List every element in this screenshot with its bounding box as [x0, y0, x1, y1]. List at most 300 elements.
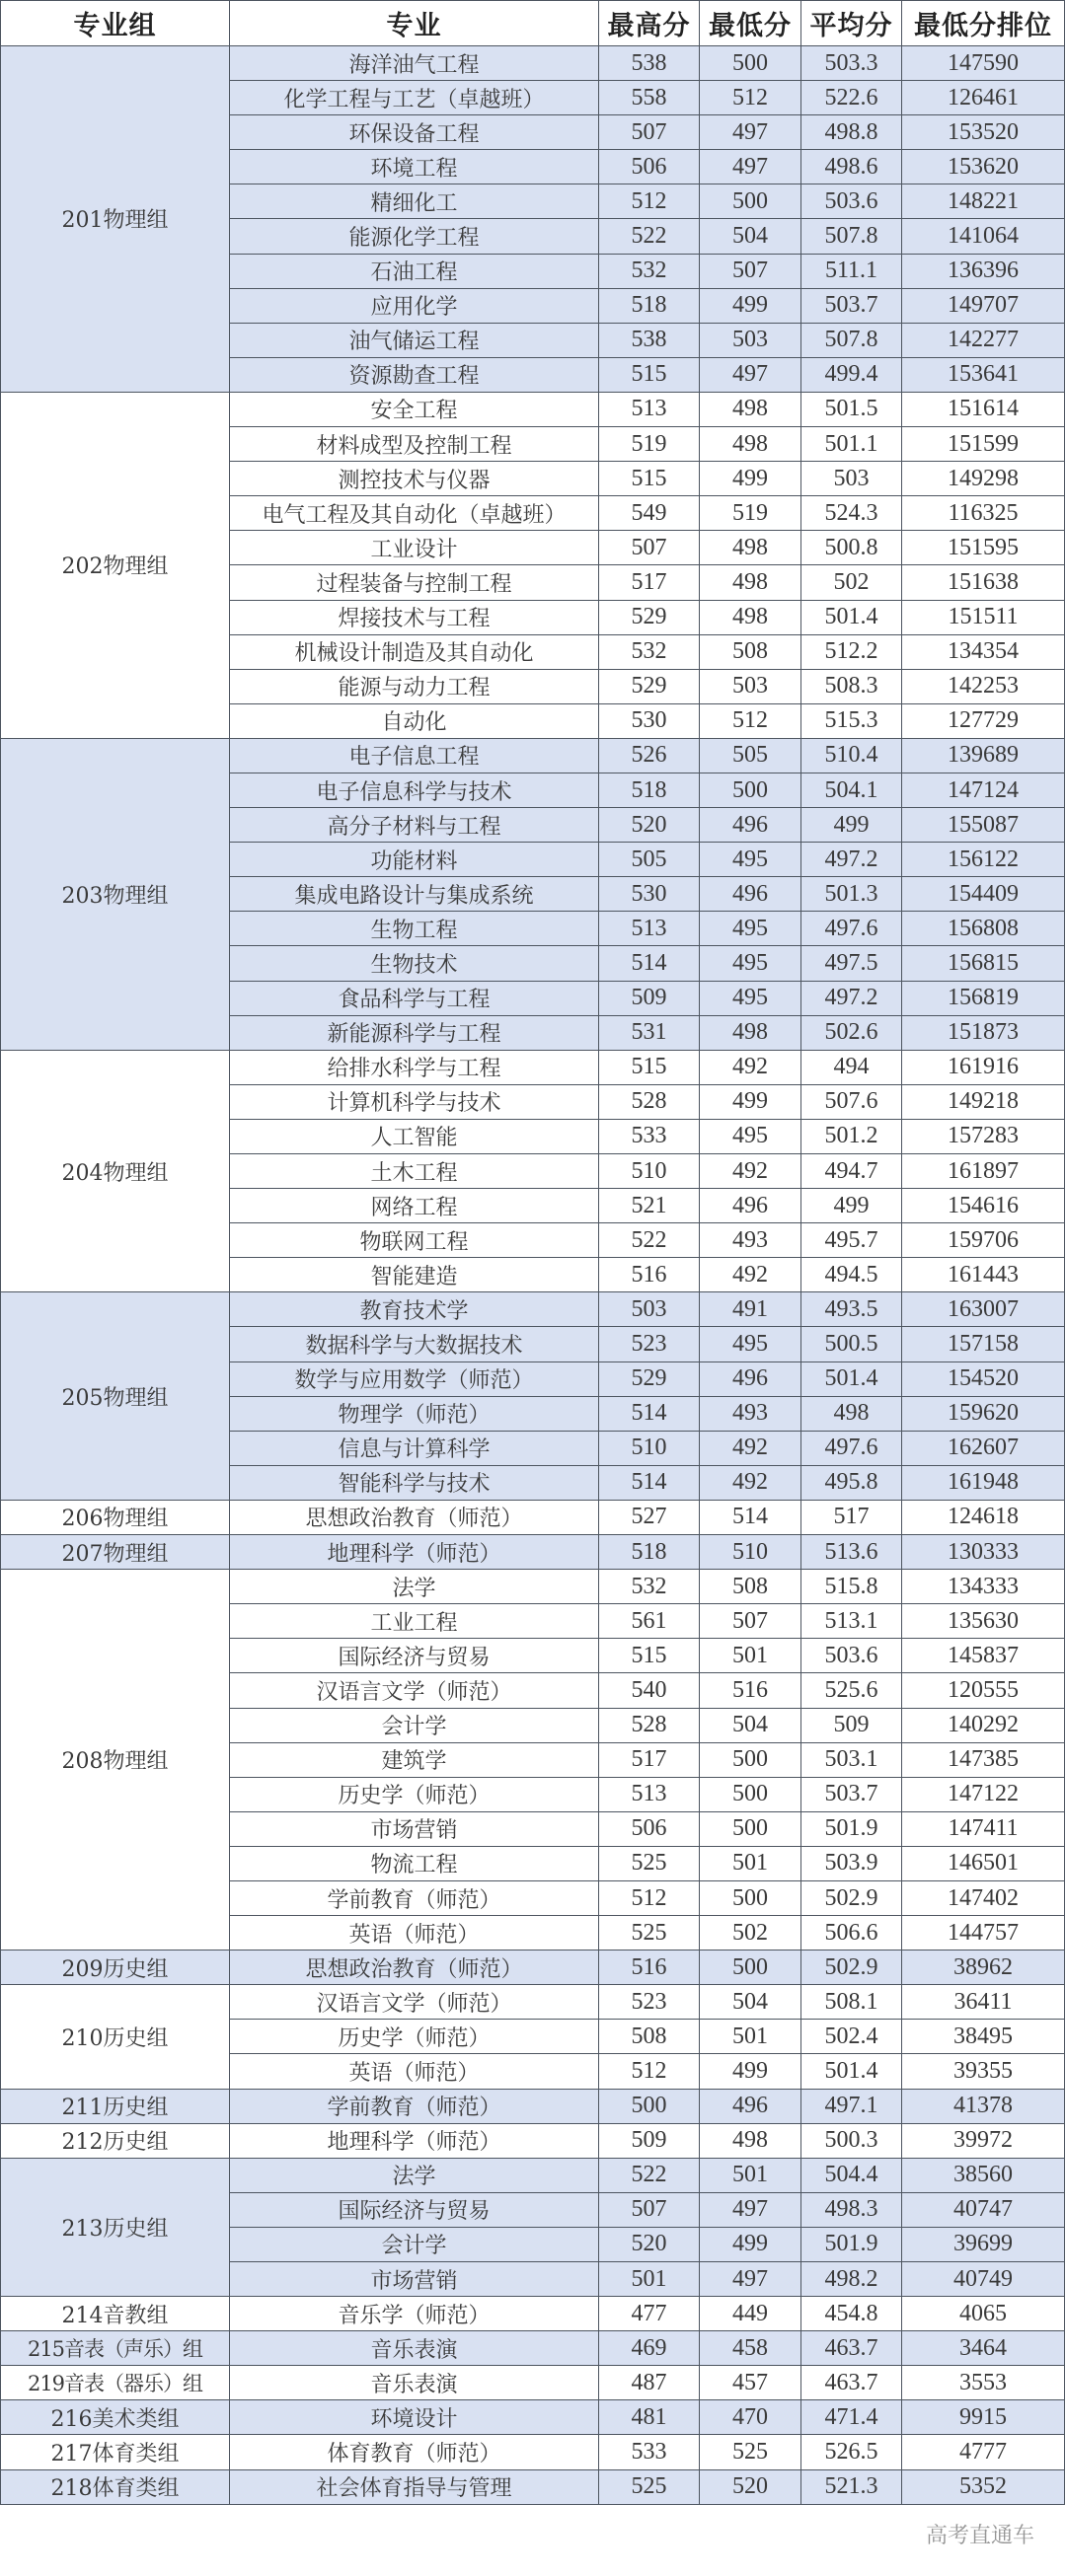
min-rank-cell: 156122	[902, 843, 1065, 877]
min-score-cell: 495	[700, 1119, 801, 1153]
avg-score-cell: 522.6	[801, 81, 902, 115]
max-score-cell: 507	[599, 2192, 700, 2227]
min-rank-cell: 149707	[902, 288, 1065, 323]
major-cell: 音乐表演	[230, 2331, 599, 2366]
min-score-cell: 499	[700, 2227, 801, 2261]
min-rank-cell: 161948	[902, 1465, 1065, 1500]
major-group-cell: 215音表（声乐）组	[1, 2331, 230, 2366]
avg-score-cell: 497.6	[801, 1431, 902, 1465]
major-cell: 工业设计	[230, 531, 599, 565]
avg-score-cell: 500.3	[801, 2123, 902, 2158]
min-rank-cell: 159706	[902, 1223, 1065, 1258]
max-score-cell: 530	[599, 703, 700, 738]
major-cell: 物联网工程	[230, 1223, 599, 1258]
major-group-cell: 203物理组	[1, 738, 230, 1050]
avg-score-cell: 501.3	[801, 877, 902, 912]
min-rank-cell: 154616	[902, 1189, 1065, 1223]
major-cell: 高分子材料与工程	[230, 808, 599, 843]
header-avg-score: 平均分	[801, 1, 902, 46]
major-cell: 给排水科学与工程	[230, 1050, 599, 1084]
major-cell: 集成电路设计与集成系统	[230, 877, 599, 912]
avg-score-cell: 501.2	[801, 1119, 902, 1153]
major-cell: 数据科学与大数据技术	[230, 1327, 599, 1362]
major-cell: 汉语言文学（师范）	[230, 1673, 599, 1708]
min-rank-cell: 116325	[902, 496, 1065, 531]
min-rank-cell: 159620	[902, 1396, 1065, 1431]
major-cell: 环境设计	[230, 2400, 599, 2435]
min-rank-cell: 142277	[902, 323, 1065, 357]
min-rank-cell: 156808	[902, 912, 1065, 946]
min-score-cell: 504	[700, 1708, 801, 1742]
major-cell: 电子信息科学与技术	[230, 773, 599, 807]
max-score-cell: 549	[599, 496, 700, 531]
min-rank-cell: 39699	[902, 2227, 1065, 2261]
avg-score-cell: 501.4	[801, 1362, 902, 1396]
avg-score-cell: 515.3	[801, 703, 902, 738]
max-score-cell: 518	[599, 1535, 700, 1570]
header-max-score: 最高分	[599, 1, 700, 46]
avg-score-cell: 503.6	[801, 184, 902, 219]
max-score-cell: 517	[599, 565, 700, 600]
major-cell: 国际经济与贸易	[230, 1639, 599, 1673]
watermark: 高考直通车	[926, 2524, 1035, 2548]
major-cell: 自动化	[230, 703, 599, 738]
avg-score-cell: 504.1	[801, 773, 902, 807]
min-score-cell: 496	[700, 1189, 801, 1223]
major-group-cell: 211历史组	[1, 2089, 230, 2123]
major-cell: 石油工程	[230, 254, 599, 288]
min-score-cell: 500	[700, 184, 801, 219]
max-score-cell: 517	[599, 1742, 700, 1777]
major-group-cell: 213历史组	[1, 2158, 230, 2296]
major-cell: 安全工程	[230, 392, 599, 426]
max-score-cell: 528	[599, 1708, 700, 1742]
table-row	[1, 1050, 1065, 1084]
major-cell: 英语（师范）	[230, 1916, 599, 1950]
min-score-cell: 496	[700, 1362, 801, 1396]
min-score-cell: 500	[700, 1811, 801, 1846]
avg-score-cell: 513.6	[801, 1535, 902, 1570]
major-cell: 网络工程	[230, 1189, 599, 1223]
max-score-cell: 533	[599, 2435, 700, 2469]
min-rank-cell: 156819	[902, 981, 1065, 1015]
avg-score-cell: 502	[801, 565, 902, 600]
min-score-cell: 503	[700, 669, 801, 703]
min-rank-cell: 41378	[902, 2089, 1065, 2123]
major-group-cell: 205物理组	[1, 1292, 230, 1501]
max-score-cell: 531	[599, 1015, 700, 1050]
major-cell: 海洋油气工程	[230, 46, 599, 81]
min-score-cell: 507	[700, 1604, 801, 1639]
avg-score-cell: 500.5	[801, 1327, 902, 1362]
major-group-cell: 216美术类组	[1, 2400, 230, 2435]
major-group-cell: 210历史组	[1, 1985, 230, 2089]
table-header	[1, 1, 1065, 46]
min-score-cell: 492	[700, 1465, 801, 1500]
major-cell: 英语（师范）	[230, 2054, 599, 2089]
avg-score-cell: 501.4	[801, 2054, 902, 2089]
min-rank-cell: 149298	[902, 462, 1065, 496]
avg-score-cell: 503.3	[801, 46, 902, 81]
major-cell: 社会体育指导与管理	[230, 2469, 599, 2504]
max-score-cell: 540	[599, 1673, 700, 1708]
min-rank-cell: 153641	[902, 357, 1065, 392]
avg-score-cell: 517	[801, 1500, 902, 1534]
avg-score-cell: 504.4	[801, 2158, 902, 2192]
min-rank-cell: 162607	[902, 1431, 1065, 1465]
min-rank-cell: 151614	[902, 392, 1065, 426]
table-row	[1, 2400, 1065, 2435]
min-rank-cell: 134354	[902, 634, 1065, 669]
min-score-cell: 449	[700, 2297, 801, 2331]
min-rank-cell: 120555	[902, 1673, 1065, 1708]
table-row	[1, 2297, 1065, 2331]
min-rank-cell: 144757	[902, 1916, 1065, 1950]
header-min-rank: 最低分排位	[902, 1, 1065, 46]
min-score-cell: 495	[700, 1327, 801, 1362]
max-score-cell: 528	[599, 1084, 700, 1119]
min-score-cell: 496	[700, 808, 801, 843]
avg-score-cell: 499.4	[801, 357, 902, 392]
avg-score-cell: 498.6	[801, 150, 902, 184]
max-score-cell: 525	[599, 2469, 700, 2504]
major-cell: 智能建造	[230, 1258, 599, 1292]
min-score-cell: 525	[700, 2435, 801, 2469]
avg-score-cell: 503.1	[801, 1742, 902, 1777]
min-score-cell: 496	[700, 2089, 801, 2123]
major-cell: 法学	[230, 2158, 599, 2192]
min-rank-cell: 3553	[902, 2366, 1065, 2400]
min-score-cell: 512	[700, 703, 801, 738]
max-score-cell: 529	[599, 1362, 700, 1396]
avg-score-cell: 501.4	[801, 600, 902, 634]
major-cell: 油气储运工程	[230, 323, 599, 357]
major-group-cell: 208物理组	[1, 1570, 230, 1950]
max-score-cell: 481	[599, 2400, 700, 2435]
max-score-cell: 520	[599, 2227, 700, 2261]
max-score-cell: 515	[599, 357, 700, 392]
min-rank-cell: 147122	[902, 1777, 1065, 1811]
min-score-cell: 500	[700, 1742, 801, 1777]
avg-score-cell: 507.6	[801, 1084, 902, 1119]
major-cell: 学前教育（师范）	[230, 1880, 599, 1915]
header-major-group: 专业组	[1, 1, 230, 46]
max-score-cell: 510	[599, 1154, 700, 1189]
min-rank-cell: 39355	[902, 2054, 1065, 2089]
max-score-cell: 521	[599, 1189, 700, 1223]
max-score-cell: 525	[599, 1846, 700, 1880]
major-cell: 食品科学与工程	[230, 981, 599, 1015]
major-cell: 机械设计制造及其自动化	[230, 634, 599, 669]
min-score-cell: 501	[700, 1639, 801, 1673]
table-row	[1, 1950, 1065, 1985]
min-rank-cell: 135630	[902, 1604, 1065, 1639]
max-score-cell: 509	[599, 2123, 700, 2158]
avg-score-cell: 501.9	[801, 2227, 902, 2261]
major-cell: 能源化学工程	[230, 219, 599, 254]
avg-score-cell: 499	[801, 1189, 902, 1223]
min-score-cell: 502	[700, 1916, 801, 1950]
min-rank-cell: 153520	[902, 115, 1065, 150]
avg-score-cell: 525.6	[801, 1673, 902, 1708]
major-cell: 历史学（师范）	[230, 1777, 599, 1811]
min-score-cell: 507	[700, 254, 801, 288]
major-group-cell: 207物理组	[1, 1535, 230, 1570]
max-score-cell: 532	[599, 634, 700, 669]
min-score-cell: 495	[700, 981, 801, 1015]
max-score-cell: 516	[599, 1950, 700, 1985]
avg-score-cell: 503.7	[801, 288, 902, 323]
avg-score-cell: 502.9	[801, 1880, 902, 1915]
min-score-cell: 492	[700, 1258, 801, 1292]
max-score-cell: 507	[599, 115, 700, 150]
major-cell: 思想政治教育（师范）	[230, 1500, 599, 1534]
min-score-cell: 497	[700, 150, 801, 184]
major-cell: 计算机科学与技术	[230, 1084, 599, 1119]
avg-score-cell: 509	[801, 1708, 902, 1742]
min-rank-cell: 151873	[902, 1015, 1065, 1050]
max-score-cell: 515	[599, 1050, 700, 1084]
table-row	[1, 2123, 1065, 2158]
min-score-cell: 500	[700, 46, 801, 81]
table-row	[1, 2366, 1065, 2400]
major-cell: 材料成型及控制工程	[230, 427, 599, 462]
min-rank-cell: 161443	[902, 1258, 1065, 1292]
table-row	[1, 2089, 1065, 2123]
max-score-cell: 525	[599, 1916, 700, 1950]
major-cell: 人工智能	[230, 1119, 599, 1153]
min-score-cell: 504	[700, 1985, 801, 2020]
max-score-cell: 514	[599, 1396, 700, 1431]
min-score-cell: 470	[700, 2400, 801, 2435]
max-score-cell: 523	[599, 1985, 700, 2020]
max-score-cell: 507	[599, 531, 700, 565]
avg-score-cell: 495.8	[801, 1465, 902, 1500]
max-score-cell: 508	[599, 2020, 700, 2054]
min-rank-cell: 38560	[902, 2158, 1065, 2192]
max-score-cell: 515	[599, 1639, 700, 1673]
min-score-cell: 492	[700, 1050, 801, 1084]
major-cell: 电气工程及其自动化（卓越班）	[230, 496, 599, 531]
major-cell: 地理科学（师范）	[230, 1535, 599, 1570]
min-score-cell: 495	[700, 843, 801, 877]
min-score-cell: 500	[700, 1777, 801, 1811]
major-group-cell: 212历史组	[1, 2123, 230, 2158]
max-score-cell: 530	[599, 877, 700, 912]
max-score-cell: 526	[599, 738, 700, 773]
major-cell: 生物工程	[230, 912, 599, 946]
min-score-cell: 501	[700, 2158, 801, 2192]
major-cell: 资源勘查工程	[230, 357, 599, 392]
min-score-cell: 519	[700, 496, 801, 531]
min-rank-cell: 40749	[902, 2262, 1065, 2297]
min-score-cell: 503	[700, 323, 801, 357]
max-score-cell: 522	[599, 219, 700, 254]
max-score-cell: 501	[599, 2262, 700, 2297]
min-rank-cell: 154409	[902, 877, 1065, 912]
max-score-cell: 515	[599, 462, 700, 496]
major-cell: 智能科学与技术	[230, 1465, 599, 1500]
min-score-cell: 497	[700, 357, 801, 392]
min-score-cell: 500	[700, 773, 801, 807]
min-rank-cell: 139689	[902, 738, 1065, 773]
avg-score-cell: 524.3	[801, 496, 902, 531]
max-score-cell: 520	[599, 808, 700, 843]
max-score-cell: 523	[599, 1327, 700, 1362]
avg-score-cell: 503.9	[801, 1846, 902, 1880]
min-score-cell: 457	[700, 2366, 801, 2400]
min-score-cell: 516	[700, 1673, 801, 1708]
avg-score-cell: 494.7	[801, 1154, 902, 1189]
min-score-cell: 496	[700, 877, 801, 912]
table-row	[1, 1500, 1065, 1534]
table-row	[1, 1292, 1065, 1327]
min-rank-cell: 154520	[902, 1362, 1065, 1396]
avg-score-cell: 512.2	[801, 634, 902, 669]
min-rank-cell: 163007	[902, 1292, 1065, 1327]
min-rank-cell: 151511	[902, 600, 1065, 634]
max-score-cell: 518	[599, 773, 700, 807]
min-rank-cell: 161897	[902, 1154, 1065, 1189]
max-score-cell: 506	[599, 1811, 700, 1846]
min-rank-cell: 149218	[902, 1084, 1065, 1119]
max-score-cell: 512	[599, 184, 700, 219]
min-score-cell: 498	[700, 1015, 801, 1050]
max-score-cell: 561	[599, 1604, 700, 1639]
min-score-cell: 491	[700, 1292, 801, 1327]
avg-score-cell: 497.2	[801, 981, 902, 1015]
avg-score-cell: 510.4	[801, 738, 902, 773]
min-rank-cell: 130333	[902, 1535, 1065, 1570]
min-score-cell: 498	[700, 2123, 801, 2158]
major-cell: 生物技术	[230, 946, 599, 981]
max-score-cell: 558	[599, 81, 700, 115]
major-cell: 功能材料	[230, 843, 599, 877]
major-cell: 市场营销	[230, 1811, 599, 1846]
major-cell: 地理科学（师范）	[230, 2123, 599, 2158]
min-rank-cell: 151638	[902, 565, 1065, 600]
min-rank-cell: 151599	[902, 427, 1065, 462]
min-rank-cell: 153620	[902, 150, 1065, 184]
major-cell: 会计学	[230, 2227, 599, 2261]
table-row	[1, 2469, 1065, 2504]
avg-score-cell: 463.7	[801, 2331, 902, 2366]
avg-score-cell: 498	[801, 1396, 902, 1431]
avg-score-cell: 502.4	[801, 2020, 902, 2054]
major-cell: 会计学	[230, 1708, 599, 1742]
major-cell: 市场营销	[230, 2262, 599, 2297]
avg-score-cell: 454.8	[801, 2297, 902, 2331]
major-cell: 电子信息工程	[230, 738, 599, 773]
min-score-cell: 498	[700, 565, 801, 600]
max-score-cell: 532	[599, 254, 700, 288]
min-score-cell: 495	[700, 912, 801, 946]
min-rank-cell: 40747	[902, 2192, 1065, 2227]
avg-score-cell: 499	[801, 808, 902, 843]
min-rank-cell: 141064	[902, 219, 1065, 254]
major-cell: 音乐表演	[230, 2366, 599, 2400]
avg-score-cell: 503.7	[801, 1777, 902, 1811]
min-rank-cell: 142253	[902, 669, 1065, 703]
avg-score-cell: 497.6	[801, 912, 902, 946]
min-rank-cell: 124618	[902, 1500, 1065, 1534]
max-score-cell: 532	[599, 1570, 700, 1604]
avg-score-cell: 521.3	[801, 2469, 902, 2504]
major-group-cell: 218体育类组	[1, 2469, 230, 2504]
min-rank-cell: 4065	[902, 2297, 1065, 2331]
max-score-cell: 512	[599, 2054, 700, 2089]
min-rank-cell: 38495	[902, 2020, 1065, 2054]
min-rank-cell: 36411	[902, 1985, 1065, 2020]
major-cell: 焊接技术与工程	[230, 600, 599, 634]
max-score-cell: 506	[599, 150, 700, 184]
min-score-cell: 492	[700, 1431, 801, 1465]
min-rank-cell: 147411	[902, 1811, 1065, 1846]
avg-score-cell: 495.7	[801, 1223, 902, 1258]
major-group-cell: 217体育类组	[1, 2435, 230, 2469]
min-score-cell: 492	[700, 1154, 801, 1189]
major-group-cell: 209历史组	[1, 1950, 230, 1985]
min-score-cell: 499	[700, 462, 801, 496]
avg-score-cell: 494.5	[801, 1258, 902, 1292]
avg-score-cell: 463.7	[801, 2366, 902, 2400]
avg-score-cell: 497.2	[801, 843, 902, 877]
table-row	[1, 1535, 1065, 1570]
min-rank-cell: 3464	[902, 2331, 1065, 2366]
max-score-cell: 518	[599, 288, 700, 323]
min-rank-cell: 156815	[902, 946, 1065, 981]
min-rank-cell: 145837	[902, 1639, 1065, 1673]
max-score-cell: 512	[599, 1880, 700, 1915]
min-score-cell: 508	[700, 1570, 801, 1604]
max-score-cell: 514	[599, 1465, 700, 1500]
major-cell: 体育教育（师范）	[230, 2435, 599, 2469]
avg-score-cell: 507.8	[801, 219, 902, 254]
avg-score-cell: 511.1	[801, 254, 902, 288]
min-score-cell: 493	[700, 1396, 801, 1431]
avg-score-cell: 503	[801, 462, 902, 496]
table-row	[1, 2331, 1065, 2366]
min-rank-cell: 134333	[902, 1570, 1065, 1604]
major-group-cell: 201物理组	[1, 46, 230, 393]
min-rank-cell: 147402	[902, 1880, 1065, 1915]
header-row	[1, 1, 1065, 46]
max-score-cell: 522	[599, 1223, 700, 1258]
max-score-cell: 538	[599, 323, 700, 357]
min-score-cell: 497	[700, 2192, 801, 2227]
max-score-cell: 522	[599, 2158, 700, 2192]
min-score-cell: 499	[700, 288, 801, 323]
major-cell: 物理学（师范）	[230, 1396, 599, 1431]
max-score-cell: 529	[599, 669, 700, 703]
min-rank-cell: 126461	[902, 81, 1065, 115]
major-cell: 环境工程	[230, 150, 599, 184]
min-rank-cell: 147385	[902, 1742, 1065, 1777]
major-cell: 工业工程	[230, 1604, 599, 1639]
max-score-cell: 509	[599, 981, 700, 1015]
min-score-cell: 508	[700, 634, 801, 669]
avg-score-cell: 507.8	[801, 323, 902, 357]
table-body	[1, 46, 1065, 2505]
avg-score-cell: 500.8	[801, 531, 902, 565]
max-score-cell: 487	[599, 2366, 700, 2400]
min-rank-cell: 9915	[902, 2400, 1065, 2435]
major-cell: 新能源科学与工程	[230, 1015, 599, 1050]
major-cell: 物流工程	[230, 1846, 599, 1880]
max-score-cell: 513	[599, 392, 700, 426]
max-score-cell: 538	[599, 46, 700, 81]
major-cell: 土木工程	[230, 1154, 599, 1189]
